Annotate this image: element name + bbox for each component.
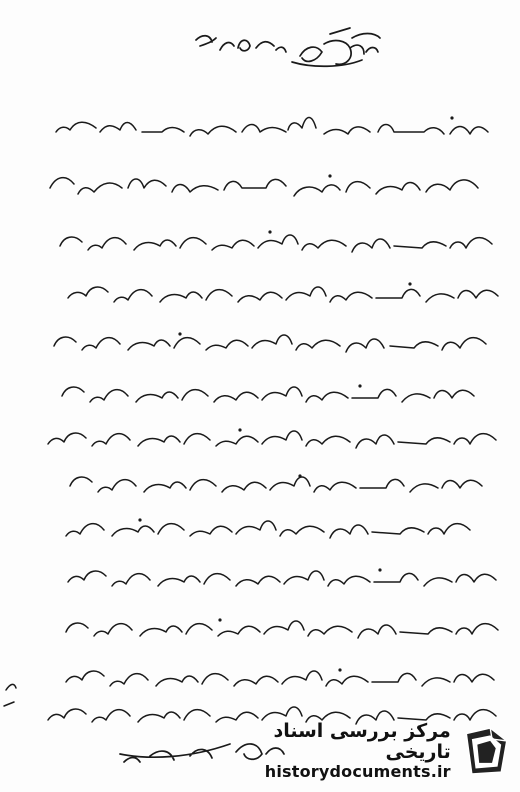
watermark-url: historydocuments.ir (264, 762, 451, 782)
watermark-title: مرکز بررسی اسناد تاریخی (273, 719, 451, 763)
folded-document-logo-icon (459, 722, 512, 780)
handwritten-body (4, 116, 498, 724)
watermark-text (222, 721, 451, 782)
watermark-badge (222, 716, 512, 786)
handwritten-heading (292, 28, 380, 66)
handwritten-date (196, 36, 286, 52)
